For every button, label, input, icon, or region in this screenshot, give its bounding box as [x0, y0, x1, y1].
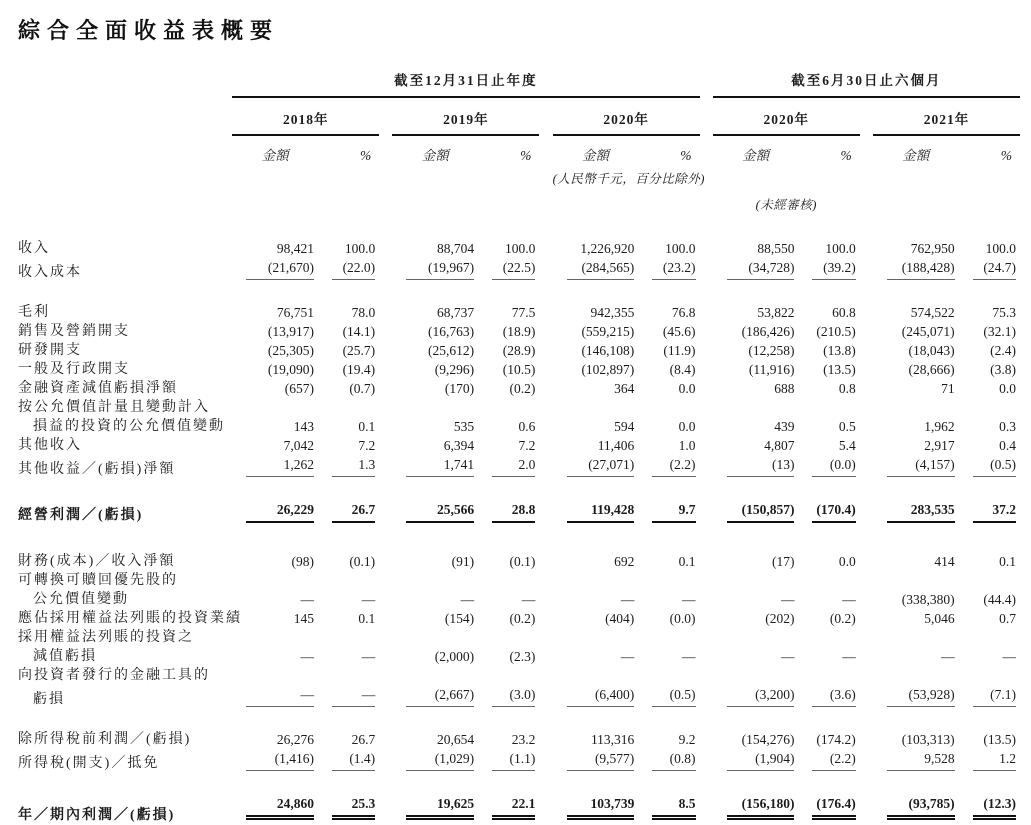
amount-header: 金額	[421, 148, 449, 163]
percent-cell: 23.2	[511, 732, 536, 747]
percent-cell: (11.9)	[663, 343, 696, 358]
spacer-row	[18, 282, 1020, 303]
row-label: 所得稅(開支)／抵免	[18, 756, 160, 771]
percent-cell: —	[318, 685, 379, 709]
percent-cell: —	[682, 649, 696, 664]
amount-cell: (53,928)	[873, 685, 959, 709]
percent-cell: (2.2)	[798, 749, 859, 773]
percent-header: %	[520, 148, 532, 163]
amount-cell: —	[620, 592, 635, 607]
amount-cell: (13,917)	[267, 324, 314, 339]
percent-cell: (13.5)	[823, 362, 856, 377]
percent-cell: 0.1	[678, 554, 696, 569]
amount-cell: (16,763)	[428, 324, 475, 339]
percent-cell: (0.1)	[509, 554, 536, 569]
row-label: 其他收入	[18, 438, 82, 453]
percent-cell: —	[842, 649, 856, 664]
percent-header: %	[1000, 148, 1012, 163]
percent-cell: 22.1	[478, 794, 539, 825]
amount-cell: (4,157)	[873, 455, 959, 479]
spacer-row	[18, 773, 1020, 794]
percent-cell: 0.6	[518, 419, 536, 434]
percent-cell: (19.4)	[342, 362, 376, 377]
percent-cell: 7.2	[518, 438, 536, 453]
amount-cell: (284,565)	[553, 258, 639, 282]
percent-cell: 8.5	[638, 794, 699, 825]
row-label: 向投資者發行的金融工具的	[18, 668, 210, 683]
percent-cell: (0.2)	[829, 611, 856, 626]
percent-cell: (0.7)	[349, 381, 376, 396]
amount-cell: (186,426)	[741, 324, 795, 339]
percent-cell: 5.4	[838, 438, 856, 453]
amount-cell: 76,751	[276, 305, 314, 320]
subheader-row	[18, 135, 1020, 164]
row-label: 可轉換可贖回優先股的	[18, 573, 178, 588]
table-row	[18, 628, 1020, 647]
percent-cell: —	[361, 592, 376, 607]
table-row	[18, 436, 1020, 455]
table-header	[18, 69, 1020, 239]
percent-cell: (12.3)	[959, 794, 1020, 825]
table-row	[18, 379, 1020, 398]
percent-cell: (0.2)	[509, 611, 536, 626]
amount-cell: 1,962	[924, 419, 955, 434]
percent-cell: (0.1)	[349, 554, 376, 569]
amount-cell: (154,276)	[741, 732, 795, 747]
amount-cell: 143	[293, 419, 314, 434]
row-label: 收入	[18, 241, 50, 256]
amount-cell: (34,728)	[713, 258, 799, 282]
percent-cell: 0.0	[678, 381, 696, 396]
row-label: 銷售及營銷開支	[18, 324, 130, 339]
row-label: 應佔採用權益法列賬的投資業績	[18, 611, 242, 626]
amount-cell: 20,654	[437, 732, 475, 747]
table-row	[18, 647, 1020, 666]
percent-cell: —	[682, 592, 696, 607]
amount-cell: 88,550	[757, 241, 795, 256]
percent-cell: 100.0	[825, 241, 856, 256]
percent-header: %	[840, 148, 852, 163]
amount-cell: 688	[774, 381, 795, 396]
table-row	[18, 794, 1020, 825]
amount-cell: 692	[614, 554, 635, 569]
percent-cell: 60.8	[832, 305, 856, 320]
percent-cell: 2.0	[478, 455, 539, 479]
percent-cell: 26.7	[351, 732, 376, 747]
percent-cell: —	[1002, 649, 1016, 664]
amount-cell: (25,612)	[428, 343, 475, 358]
row-label: 財務(成本)／收入淨額	[18, 554, 176, 569]
amount-cell: 283,535	[873, 500, 959, 525]
amount-cell: 1,226,920	[580, 241, 635, 256]
percent-cell: 28.8	[478, 500, 539, 525]
amount-cell: 1,262	[232, 455, 318, 479]
year-header-2018: 2018年	[232, 97, 379, 135]
period-header-annual: 截至12月31日止年度	[232, 69, 699, 97]
amount-cell: 145	[293, 611, 314, 626]
table-row	[18, 239, 1020, 258]
amount-cell: (2,000)	[434, 649, 475, 664]
percent-cell: (3.0)	[478, 685, 539, 709]
percent-header: %	[359, 148, 372, 163]
year-header-2021: 2021年	[873, 97, 1020, 135]
table-row	[18, 500, 1020, 525]
amount-cell: 26,229	[232, 500, 318, 525]
amount-cell: 103,739	[553, 794, 639, 825]
spacer-row	[18, 709, 1020, 730]
amount-cell: (338,380)	[901, 592, 955, 607]
percent-cell: (3.6)	[798, 685, 859, 709]
percent-cell: (0.8)	[638, 749, 699, 773]
percent-cell: 100.0	[985, 241, 1016, 256]
percent-cell: (32.1)	[983, 324, 1016, 339]
percent-cell: (1.4)	[318, 749, 379, 773]
row-label: 其他收益／(虧損)淨額	[18, 462, 176, 477]
row-label: 經營利潤／(虧損)	[18, 508, 144, 523]
percent-cell: (23.2)	[638, 258, 699, 282]
amount-cell: 9,528	[873, 749, 959, 773]
amount-cell: (91)	[451, 554, 475, 569]
percent-cell: 0.1	[358, 611, 376, 626]
amount-cell: 19,625	[392, 794, 478, 825]
amount-cell: (27,071)	[553, 455, 639, 479]
percent-cell: (28.9)	[502, 343, 536, 358]
amount-cell: 2,917	[924, 438, 955, 453]
amount-cell: (202)	[765, 611, 795, 626]
amount-cell: (25,305)	[267, 343, 314, 358]
row-label: 除所得稅前利潤／(虧損)	[18, 732, 192, 747]
percent-cell: (45.6)	[662, 324, 696, 339]
percent-cell: 1.0	[678, 438, 696, 453]
amount-cell: 11,406	[597, 438, 635, 453]
percent-cell: 9.2	[678, 732, 696, 747]
row-label: 年／期內利潤／(虧損)	[18, 808, 176, 823]
percent-cell: 77.5	[511, 305, 536, 320]
amount-cell: (146,108)	[581, 343, 635, 358]
amount-cell: (98)	[291, 554, 314, 569]
row-label: 按公允價值計量且變動計入	[18, 400, 210, 415]
percent-cell: —	[842, 592, 856, 607]
percent-cell: 37.2	[959, 500, 1020, 525]
percent-cell: (0.2)	[509, 381, 536, 396]
percent-cell: (39.2)	[798, 258, 859, 282]
amount-header: 金額	[902, 148, 930, 163]
percent-cell: 0.8	[838, 381, 856, 396]
amount-cell: (1,029)	[392, 749, 478, 773]
percent-cell: (0.5)	[638, 685, 699, 709]
row-label: 研發開支	[18, 343, 82, 358]
period-header-row	[18, 69, 1020, 97]
amount-cell: 25,566	[392, 500, 478, 525]
percent-cell: 78.0	[351, 305, 376, 320]
row-label: 虧損	[33, 692, 65, 707]
amount-cell: (1,904)	[713, 749, 799, 773]
percent-cell: 9.7	[638, 500, 699, 525]
amount-cell: (170)	[444, 381, 475, 396]
table-row	[18, 666, 1020, 685]
income-statement-table	[18, 69, 1020, 825]
amount-cell: (13)	[713, 455, 799, 479]
table-row	[18, 749, 1020, 773]
currency-note: (人民幣千元，百分比除外)	[552, 172, 705, 186]
percent-cell: (24.7)	[959, 258, 1020, 282]
table-row	[18, 417, 1020, 436]
percent-cell: (2.3)	[509, 649, 536, 664]
percent-cell: 1.2	[959, 749, 1020, 773]
amount-cell: 7,042	[283, 438, 314, 453]
amount-cell: 24,860	[232, 794, 318, 825]
table-row	[18, 571, 1020, 590]
row-label: 毛利	[18, 305, 50, 320]
amount-cell: (6,400)	[553, 685, 639, 709]
amount-cell: 594	[614, 419, 635, 434]
table-row	[18, 455, 1020, 479]
amount-cell: (1,416)	[232, 749, 318, 773]
percent-cell: (14.1)	[342, 324, 376, 339]
percent-cell: (8.4)	[669, 362, 696, 377]
page-title: 綜合全面收益表概要	[18, 18, 280, 43]
amount-cell: (9,577)	[553, 749, 639, 773]
percent-cell: (13.5)	[983, 732, 1016, 747]
amount-cell: (245,071)	[901, 324, 955, 339]
percent-cell: (1.1)	[478, 749, 539, 773]
amount-cell: (3,200)	[713, 685, 799, 709]
percent-cell: (22.5)	[478, 258, 539, 282]
row-label: 收入成本	[18, 265, 82, 280]
percent-cell: (10.5)	[502, 362, 536, 377]
amount-cell: 71	[941, 381, 955, 396]
percent-cell: 0.4	[999, 438, 1016, 453]
amount-cell: 68,737	[437, 305, 475, 320]
percent-cell: —	[521, 592, 536, 607]
amount-cell: 113,316	[590, 732, 635, 747]
amount-cell: (12,258)	[748, 343, 795, 358]
percent-cell: (25.7)	[342, 343, 376, 358]
amount-cell: (103,313)	[901, 732, 955, 747]
amount-cell: (559,215)	[581, 324, 635, 339]
percent-cell: 0.0	[838, 554, 856, 569]
percent-cell: (0.5)	[959, 455, 1020, 479]
percent-cell: 0.5	[838, 419, 856, 434]
percent-cell: 25.3	[318, 794, 379, 825]
year-header-row	[18, 97, 1020, 135]
percent-cell: (18.9)	[502, 324, 536, 339]
table-row	[18, 552, 1020, 571]
percent-cell: (174.2)	[816, 732, 856, 747]
percent-cell: (176.4)	[798, 794, 859, 825]
amount-header: 金額	[261, 148, 289, 163]
label-column-header	[18, 69, 232, 97]
amount-cell: 6,394	[443, 438, 475, 453]
amount-cell: 88,704	[437, 241, 475, 256]
amount-cell: (93,785)	[873, 794, 959, 825]
amount-cell: (9,296)	[434, 362, 475, 377]
amount-cell: 762,950	[910, 241, 955, 256]
year-header-2020-interim: 2020年	[713, 97, 860, 135]
year-header-2020: 2020年	[553, 97, 700, 135]
percent-cell: (2.4)	[990, 343, 1016, 358]
amount-cell: —	[232, 685, 318, 709]
row-label: 金融資產減值虧損淨額	[18, 381, 178, 396]
amount-cell: 4,807	[764, 438, 795, 453]
percent-cell: (170.4)	[798, 500, 859, 525]
amount-cell: 119,428	[553, 500, 639, 525]
amount-cell: 53,822	[757, 305, 795, 320]
row-label: 公允價值變動	[33, 592, 129, 607]
amount-cell: —	[941, 649, 955, 664]
percent-cell: —	[361, 649, 376, 664]
percent-cell: (3.8)	[990, 362, 1016, 377]
amount-cell: 942,355	[590, 305, 635, 320]
amount-cell: (28,666)	[908, 362, 955, 377]
amount-cell: (19,967)	[392, 258, 478, 282]
percent-cell: (210.5)	[816, 324, 856, 339]
amount-cell: (2,667)	[392, 685, 478, 709]
table-row	[18, 341, 1020, 360]
period-header-interim: 截至6月30日止六個月	[713, 69, 1020, 97]
amount-cell: 574,522	[910, 305, 955, 320]
amount-cell: 1,741	[392, 455, 478, 479]
amount-cell: 439	[774, 419, 795, 434]
percent-cell: 26.7	[318, 500, 379, 525]
table-body	[18, 239, 1020, 825]
amount-cell: —	[780, 649, 795, 664]
row-label: 損益的投資的公允價值變動	[33, 419, 225, 434]
table-row	[18, 398, 1020, 417]
amount-cell: —	[300, 649, 314, 664]
percent-cell: 0.0	[999, 381, 1016, 396]
amount-cell: —	[300, 592, 314, 607]
percent-cell: 0.7	[999, 611, 1016, 626]
percent-cell: 76.8	[671, 305, 696, 320]
percent-cell: (7.1)	[959, 685, 1020, 709]
amount-cell: (150,857)	[713, 500, 799, 525]
percent-cell: 0.1	[999, 554, 1016, 569]
percent-cell: 100.0	[344, 241, 376, 256]
amount-cell: 98,421	[276, 241, 314, 256]
percent-cell: 7.2	[358, 438, 376, 453]
percent-cell: (0.0)	[798, 455, 859, 479]
percent-cell: (13.8)	[823, 343, 856, 358]
amount-cell: 535	[453, 419, 475, 434]
row-label: 減值虧損	[33, 649, 97, 664]
amount-cell: (18,043)	[908, 343, 955, 358]
amount-cell: (404)	[605, 611, 635, 626]
year-header-2019: 2019年	[392, 97, 539, 135]
spacer-row	[18, 525, 1020, 552]
table-row	[18, 609, 1020, 628]
amount-cell: 5,046	[924, 611, 955, 626]
amount-cell: (188,428)	[873, 258, 959, 282]
table-row	[18, 322, 1020, 341]
amount-cell: (19,090)	[267, 362, 314, 377]
percent-cell: 100.0	[665, 241, 696, 256]
amount-header: 金額	[742, 148, 770, 163]
currency-note-row	[18, 164, 1020, 187]
table-row	[18, 303, 1020, 322]
amount-cell: 364	[614, 381, 635, 396]
amount-cell: (17)	[771, 554, 795, 569]
percent-header: %	[680, 148, 692, 163]
percent-cell: 75.3	[992, 305, 1016, 320]
amount-cell: —	[460, 592, 475, 607]
amount-cell: (11,916)	[748, 362, 795, 377]
percent-cell: (22.0)	[318, 258, 379, 282]
row-label: 採用權益法列賬的投資之	[18, 630, 194, 645]
amount-cell: (156,180)	[713, 794, 799, 825]
percent-cell: (0.0)	[669, 611, 696, 626]
amount-cell: 26,276	[276, 732, 314, 747]
table-row	[18, 360, 1020, 379]
spacer-row	[18, 479, 1020, 500]
amount-cell: (657)	[284, 381, 314, 396]
amount-cell: (102,897)	[581, 362, 635, 377]
table-row	[18, 258, 1020, 282]
amount-cell: —	[620, 649, 635, 664]
amount-cell: —	[780, 592, 795, 607]
amount-cell: 414	[934, 554, 955, 569]
table-row	[18, 685, 1020, 709]
percent-cell: 0.0	[678, 419, 696, 434]
unaudited-note-row	[18, 187, 1020, 239]
amount-header: 金額	[581, 148, 609, 163]
percent-cell: 100.0	[504, 241, 536, 256]
row-label: 一般及行政開支	[18, 362, 130, 377]
amount-cell: (21,670)	[232, 258, 318, 282]
percent-cell: (2.2)	[638, 455, 699, 479]
table-row	[18, 590, 1020, 609]
unaudited-note: (未經審核)	[755, 198, 817, 212]
percent-cell: 0.3	[999, 419, 1016, 434]
percent-cell: 1.3	[318, 455, 379, 479]
amount-cell: (154)	[444, 611, 475, 626]
percent-cell: (44.4)	[983, 592, 1016, 607]
percent-cell: 0.1	[358, 419, 376, 434]
table-row	[18, 730, 1020, 749]
